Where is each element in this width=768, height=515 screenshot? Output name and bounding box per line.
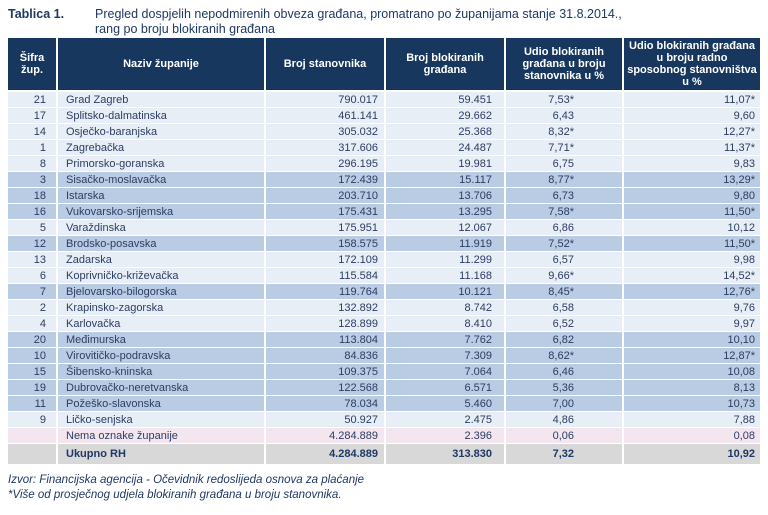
table-row: [8, 252, 760, 268]
cell-share-working: 12,76*: [623, 284, 760, 300]
table-row: [8, 332, 760, 348]
cell-share-working: 11,50*: [623, 236, 760, 252]
cell-share-population: 0,06: [505, 428, 623, 444]
header-row: [8, 38, 760, 91]
cell-share-population: 6,43: [505, 108, 623, 124]
cell-county-name: Varaždinska: [57, 220, 265, 236]
cell-county-name: Vukovarsko-srijemska: [57, 204, 265, 220]
cell-code: 19: [8, 380, 57, 396]
cell-share-working: 9,60: [623, 108, 760, 124]
cell-share-working: 10,73: [623, 396, 760, 412]
cell-population: 84.836: [265, 348, 385, 364]
cell-blocked-count: 6.571: [385, 380, 505, 396]
cell-blocked-count: 7.309: [385, 348, 505, 364]
cell-population: 4.284.889: [265, 428, 385, 444]
cell-code: [8, 444, 57, 465]
cell-share-working: 14,52*: [623, 268, 760, 284]
cell-county-name: Koprivničko-križevačka: [57, 268, 265, 284]
column-header-share-working: Udio blokiranih građana u broju radno sposobnog stanovništva u %: [623, 38, 760, 91]
cell-share-working: 12,27*: [623, 124, 760, 140]
footnotes: [8, 473, 364, 502]
cell-population: 119.764: [265, 284, 385, 300]
table-row: [8, 412, 760, 428]
cell-blocked-count: 11.299: [385, 252, 505, 268]
cell-share-working: 11,50*: [623, 204, 760, 220]
cell-blocked-count: 12.067: [385, 220, 505, 236]
cell-share-working: 12,87*: [623, 348, 760, 364]
cell-share-population: 7,52*: [505, 236, 623, 252]
cell-share-working: 10,92: [623, 444, 760, 465]
asterisk-note: *Više od prosječnog udjela blokiranih građana u broju stanovnika.: [8, 488, 342, 501]
table-row: [8, 316, 760, 332]
cell-share-working: 13,29*: [623, 172, 760, 188]
cell-population: 115.584: [265, 268, 385, 284]
cell-share-population: 8,62*: [505, 348, 623, 364]
cell-blocked-count: 313.830: [385, 444, 505, 465]
cell-population: 78.034: [265, 396, 385, 412]
cell-county-name: Međimurska: [57, 332, 265, 348]
column-header-population: Broj stanovnika: [265, 38, 385, 91]
cell-code: 14: [8, 124, 57, 140]
cell-blocked-count: 7.064: [385, 364, 505, 380]
cell-share-population: 7,53*: [505, 91, 623, 108]
cell-population: 790.017: [265, 91, 385, 108]
table-row: [8, 284, 760, 300]
cell-share-working: 0,08: [623, 428, 760, 444]
cell-county-name: Ukupno RH: [57, 444, 265, 465]
cell-county-name: Zagrebačka: [57, 140, 265, 156]
cell-share-working: 9,97: [623, 316, 760, 332]
cell-code: 3: [8, 172, 57, 188]
cell-population: 175.951: [265, 220, 385, 236]
cell-population: 113.804: [265, 332, 385, 348]
cell-share-population: 5,36: [505, 380, 623, 396]
cell-share-working: 9,76: [623, 300, 760, 316]
cell-blocked-count: 10.121: [385, 284, 505, 300]
cell-county-name: Požeško-slavonska: [57, 396, 265, 412]
cell-population: 158.575: [265, 236, 385, 252]
table-row: [8, 140, 760, 156]
table-row: [8, 220, 760, 236]
counties-table: [8, 38, 760, 465]
cell-code: 10: [8, 348, 57, 364]
table-row: [8, 108, 760, 124]
table-title-text: [95, 7, 750, 37]
table-row: [8, 124, 760, 140]
cell-code: 12: [8, 236, 57, 252]
table-title-line2: rang po broju blokiranih građana: [95, 22, 275, 36]
cell-population: 122.568: [265, 380, 385, 396]
cell-blocked-count: 29.662: [385, 108, 505, 124]
column-header-share-population: Udio blokiranih građana u broju stanovnika u %: [505, 38, 623, 91]
cell-share-working: 9,98: [623, 252, 760, 268]
cell-county-name: Nema oznake županije: [57, 428, 265, 444]
table-row: [8, 236, 760, 252]
cell-blocked-count: 11.168: [385, 268, 505, 284]
cell-population: 50.927: [265, 412, 385, 428]
table-body: [8, 91, 760, 465]
cell-share-working: 9,83: [623, 156, 760, 172]
column-header-blocked-count: Broj blokiranih građana: [385, 38, 505, 91]
cell-blocked-count: 24.487: [385, 140, 505, 156]
column-header-code: Šifra žup.: [8, 38, 57, 91]
cell-blocked-count: 8.410: [385, 316, 505, 332]
cell-code: 5: [8, 220, 57, 236]
cell-population: 461.141: [265, 108, 385, 124]
cell-population: 203.710: [265, 188, 385, 204]
cell-share-working: 8,13: [623, 380, 760, 396]
cell-blocked-count: 7.762: [385, 332, 505, 348]
cell-county-name: Sisačko-moslavačka: [57, 172, 265, 188]
cell-share-population: 8,77*: [505, 172, 623, 188]
cell-population: 4.284.889: [265, 444, 385, 465]
cell-share-population: 8,45*: [505, 284, 623, 300]
cell-share-population: 7,71*: [505, 140, 623, 156]
table-title: [8, 7, 750, 37]
table-row: [8, 300, 760, 316]
cell-share-population: 6,86: [505, 220, 623, 236]
table-row: [8, 348, 760, 364]
column-header-county-name: Naziv županije: [57, 38, 265, 91]
cell-share-working: 11,07*: [623, 91, 760, 108]
cell-blocked-count: 25.368: [385, 124, 505, 140]
cell-code: 13: [8, 252, 57, 268]
cell-blocked-count: 8.742: [385, 300, 505, 316]
cell-population: 305.032: [265, 124, 385, 140]
cell-blocked-count: 11.919: [385, 236, 505, 252]
cell-population: 296.195: [265, 156, 385, 172]
table-row: [8, 428, 760, 444]
cell-code: 20: [8, 332, 57, 348]
cell-county-name: Dubrovačko-neretvanska: [57, 380, 265, 396]
cell-code: 18: [8, 188, 57, 204]
cell-share-population: 7,32: [505, 444, 623, 465]
cell-code: 15: [8, 364, 57, 380]
cell-share-population: 7,00: [505, 396, 623, 412]
cell-share-population: 6,75: [505, 156, 623, 172]
cell-county-name: Virovitičko-podravska: [57, 348, 265, 364]
cell-population: 317.606: [265, 140, 385, 156]
cell-code: 17: [8, 108, 57, 124]
cell-blocked-count: 59.451: [385, 91, 505, 108]
cell-county-name: Istarska: [57, 188, 265, 204]
cell-county-name: Grad Zagreb: [57, 91, 265, 108]
cell-county-name: Brodsko-posavska: [57, 236, 265, 252]
cell-code: 4: [8, 316, 57, 332]
cell-blocked-count: 2.396: [385, 428, 505, 444]
cell-population: 109.375: [265, 364, 385, 380]
cell-county-name: Ličko-senjska: [57, 412, 265, 428]
table-title-line1: Pregled dospjelih nepodmirenih obveza građana, promatrano po županijama stanje 31.8.2014.,: [95, 7, 622, 21]
cell-county-name: Karlovačka: [57, 316, 265, 332]
cell-code: 11: [8, 396, 57, 412]
cell-county-name: Zadarska: [57, 252, 265, 268]
cell-blocked-count: 13.295: [385, 204, 505, 220]
cell-share-working: 10,12: [623, 220, 760, 236]
cell-share-working: 11,37*: [623, 140, 760, 156]
table-row: [8, 156, 760, 172]
cell-share-working: 10,10: [623, 332, 760, 348]
table-row: [8, 396, 760, 412]
table-row: [8, 188, 760, 204]
source-note: Izvor: Financijska agencija - Očevidnik redoslijeda osnova za plaćanje: [8, 474, 365, 486]
table-row: [8, 204, 760, 220]
cell-population: 128.899: [265, 316, 385, 332]
cell-code: 6: [8, 268, 57, 284]
cell-share-population: 6,73: [505, 188, 623, 204]
cell-population: 172.109: [265, 252, 385, 268]
table-title-label: Tablica 1.: [8, 7, 65, 21]
total-row: [8, 444, 760, 465]
cell-share-population: 6,58: [505, 300, 623, 316]
cell-share-working: 10,08: [623, 364, 760, 380]
cell-county-name: Krapinsko-zagorska: [57, 300, 265, 316]
cell-population: 172.439: [265, 172, 385, 188]
cell-blocked-count: 19.981: [385, 156, 505, 172]
cell-share-working: 9,80: [623, 188, 760, 204]
cell-share-population: 7,58*: [505, 204, 623, 220]
cell-share-working: 7,88: [623, 412, 760, 428]
cell-county-name: Osječko-baranjska: [57, 124, 265, 140]
cell-code: 7: [8, 284, 57, 300]
cell-blocked-count: 13.706: [385, 188, 505, 204]
cell-population: 175.431: [265, 204, 385, 220]
cell-share-population: 9,66*: [505, 268, 623, 284]
table-row: [8, 172, 760, 188]
cell-county-name: Splitsko-dalmatinska: [57, 108, 265, 124]
cell-blocked-count: 2.475: [385, 412, 505, 428]
cell-code: 16: [8, 204, 57, 220]
cell-code: [8, 428, 57, 444]
cell-county-name: Šibensko-kninska: [57, 364, 265, 380]
cell-share-population: 6,52: [505, 316, 623, 332]
cell-code: 21: [8, 91, 57, 108]
cell-code: 9: [8, 412, 57, 428]
cell-county-name: Bjelovarsko-bilogorska: [57, 284, 265, 300]
table-row: [8, 91, 760, 108]
table-row: [8, 268, 760, 284]
cell-code: 8: [8, 156, 57, 172]
table-row: [8, 364, 760, 380]
cell-code: 1: [8, 140, 57, 156]
cell-share-population: 6,57: [505, 252, 623, 268]
cell-county-name: Primorsko-goranska: [57, 156, 265, 172]
cell-blocked-count: 5.460: [385, 396, 505, 412]
cell-share-population: 4,86: [505, 412, 623, 428]
cell-share-population: 6,46: [505, 364, 623, 380]
cell-share-population: 6,82: [505, 332, 623, 348]
table-row: [8, 380, 760, 396]
cell-share-population: 8,32*: [505, 124, 623, 140]
cell-code: 2: [8, 300, 57, 316]
cell-population: 132.892: [265, 300, 385, 316]
cell-blocked-count: 15.117: [385, 172, 505, 188]
